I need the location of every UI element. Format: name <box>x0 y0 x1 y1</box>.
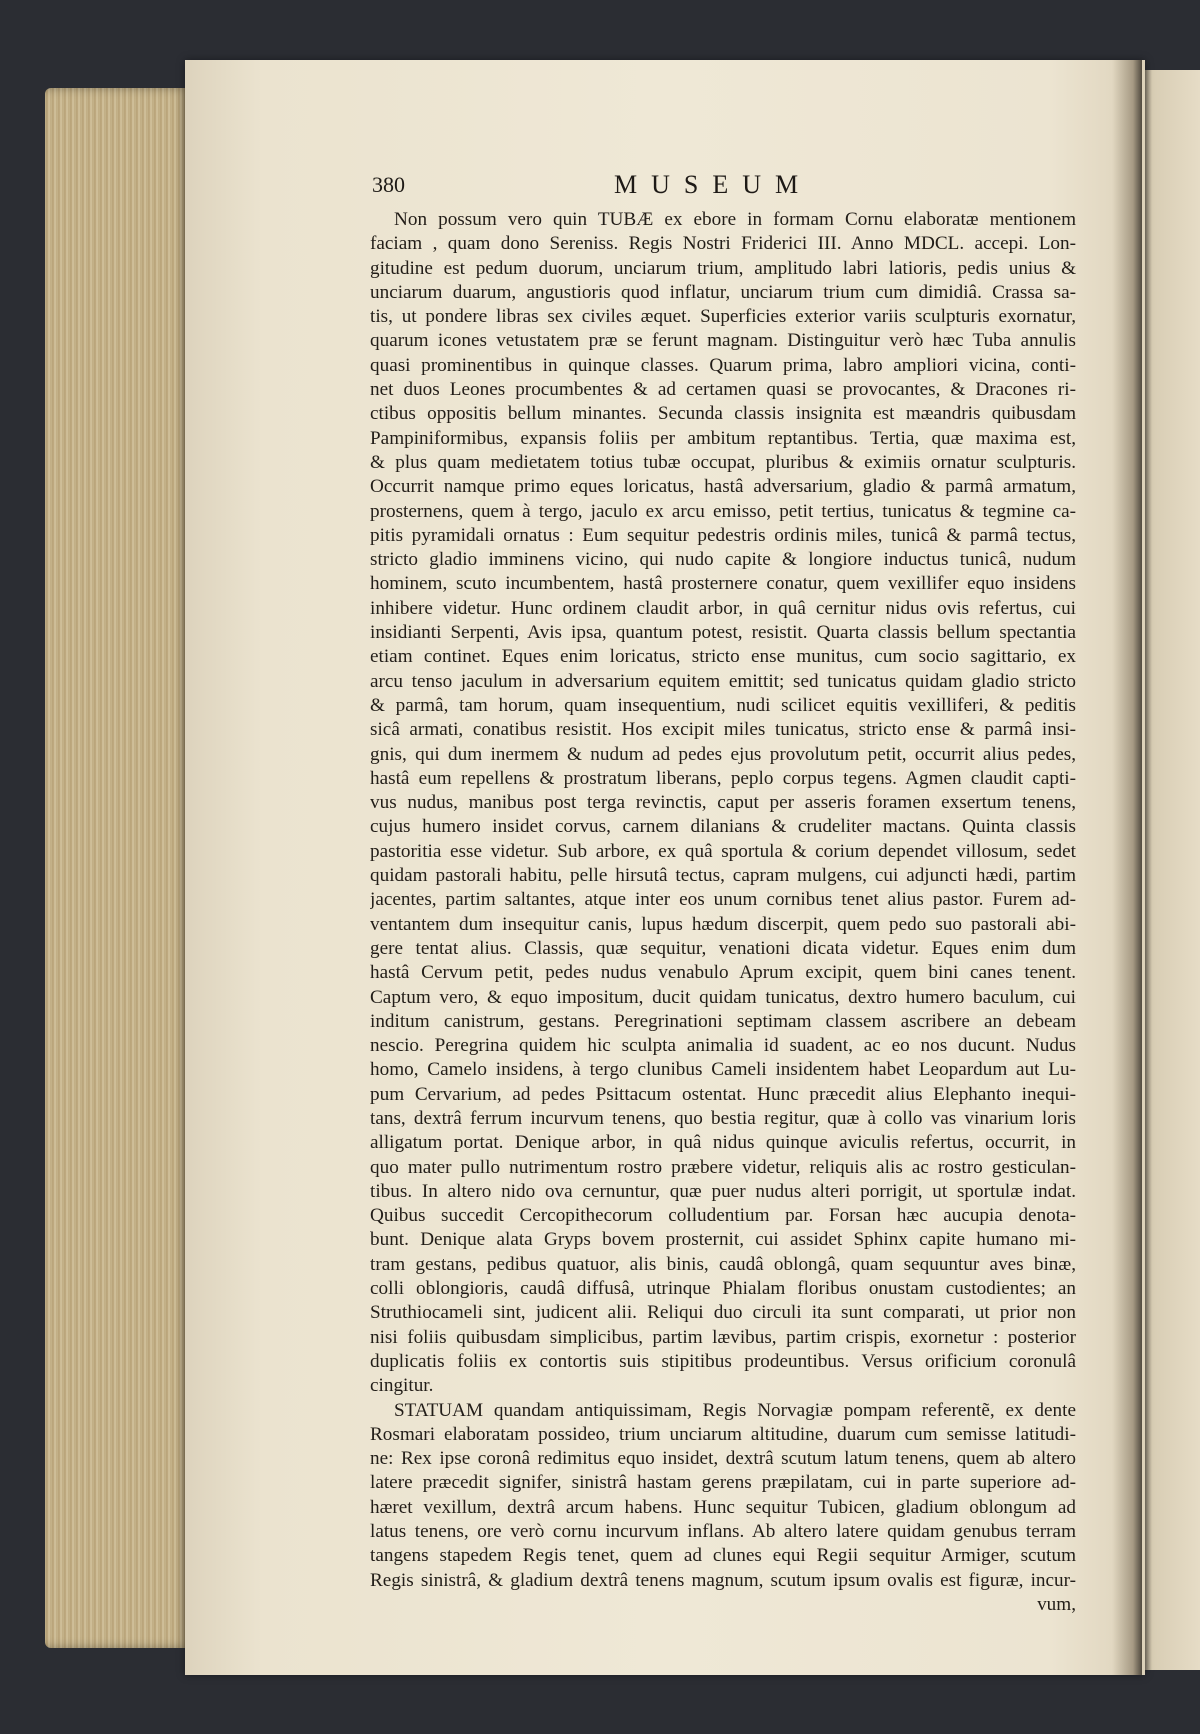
text-line: nisi foliis quibusdam simplicibus, partim lævibus, partim crispis, exornetur : posterior <box>370 1326 1076 1348</box>
text-line: quarum icones vetustatem præ se ferunt magnam. Distinguitur verò hæc Tuba annulis <box>370 330 1076 352</box>
text-line: inhibere videtur. Hunc ordinem claudit arbor, in quâ cernitur nidus ovis refertus, cui <box>370 597 1076 619</box>
text-line: quo mater pullo nutrimentum rostro præbere videtur, reliquis alis ac rostro gesticulan- <box>370 1156 1076 1178</box>
text-line: gere tentat alius. Classis, quæ sequitur, venationi dicata videtur. Eques enim dum <box>370 937 1076 959</box>
text-line: stricto gladio imminens vicino, qui nudo capite & longiore inductus tunicâ, nudum <box>370 549 1076 571</box>
text-line: Quibus succedit Cercopithecorum colludentium par. Forsan hæc aucupia denota- <box>370 1205 1076 1227</box>
page-header <box>372 170 1072 204</box>
text-line: nescio. Peregrina quidem hic sculpta animalia id suadent, ac eo nos ducunt. Nudus <box>370 1035 1076 1057</box>
text-line: Regis sinistrâ, & gladium dextrâ tenens magnum, scutum ipsum ovalis est figuræ, incur- <box>370 1569 1076 1591</box>
running-head: MUSEUM <box>614 170 813 199</box>
text-line: tangens stapedem Regis tenet, quem ad clunes equi Regii sequitur Armiger, scutum <box>370 1545 1076 1567</box>
body-text <box>370 208 1076 1617</box>
text-line: Rosmari elaboratam possideo, trium unciarum altitudine, duarum cum semisse latitudi- <box>370 1423 1076 1445</box>
page-edges <box>45 88 190 1648</box>
text-line: pastoritia esse videtur. Sub arbore, ex quâ sportula & corium dependet villosum, sedet <box>370 840 1076 862</box>
text-line: inditum canistrum, gestans. Peregrinationi septimam classem ascribere an debeam <box>370 1010 1076 1032</box>
text-line: & plus quam medietatem totius tubæ occupat, pluribus & eximiis ornatur sculpturis. <box>370 451 1076 473</box>
text-line: alligatum portat. Denique arbor, in quâ nidus quinque aviculis refertus, occurrit, in <box>370 1132 1076 1154</box>
page-number: 380 <box>372 172 405 197</box>
text-line: duplicatis foliis ex contortis suis stipitibus prodeuntibus. Versus orificium coronulâ <box>370 1350 1076 1372</box>
text-line: faciam , quam dono Sereniss. Regis Nostri Friderici III. Anno MDCL. accepi. Lon- <box>370 233 1076 255</box>
text-line: Pampiniformibus, expansis foliis per ambitum reptantibus. Tertia, quæ maxima est, <box>370 427 1076 449</box>
text-line: vus nudus, manibus post terga revinctis, caput per asseris foramen exsertum tenens, <box>370 792 1076 814</box>
text-line: prosternens, quem à tergo, jaculo ex arcu emisso, petit tertius, tunicatus & tegmine ca- <box>370 500 1076 522</box>
text-line: tans, dextrâ ferrum incurvum tenens, quo bestia regitur, quæ à collo vas vinarium loris <box>370 1107 1076 1129</box>
text-line: homo, Camelo insidens, à tergo clunibus Cameli insidentem habet Leopardum aut Lu- <box>370 1059 1076 1081</box>
text-line: tis, ut pondere libras sex civiles æquet. Superficies exterior variis sculpturis exornatur, <box>370 306 1076 328</box>
text-line: cujus humero insidet corvus, carnem dilanians & crudeliter mactans. Quinta classis <box>370 816 1076 838</box>
text-line: STATUAM quandam antiquissimam, Regis Norvagiæ pompam referentẽ, ex dente <box>394 1399 1076 1421</box>
text-line: Occurrit namque primo eques loricatus, hastâ adversarium, gladio & parmâ armatum, <box>370 476 1076 498</box>
text-line: Struthiocameli sint, judicent alii. Reliqui duo circuli ita sunt comparati, ut prior non <box>370 1302 1076 1324</box>
text-line: vum, <box>1037 1593 1076 1615</box>
text-line: & parmâ, tam horum, quam insequentium, nudi scilicet equitis vexilliferi, & peditis <box>370 694 1076 716</box>
text-line: quidam pastorali habitu, pelle hirsutâ tectus, capram mulgens, cui adjuncti hædi, partim <box>370 865 1076 887</box>
text-line: tibus. In altero nido ova cernuntur, quæ puer nudus alteri porrigit, ut sportulæ indat. <box>370 1180 1076 1202</box>
text-line: sicâ armati, conatibus resistit. Hos excipit miles tunicatus, stricto ense & parmâ insi- <box>370 719 1076 741</box>
text-line: ctibus oppositis bellum minantes. Secunda classis insignita est mæandris quibusdam <box>370 403 1076 425</box>
text-line: hæret vexillum, dextrâ arcum habens. Hunc sequitur Tubicen, gladium oblongum ad <box>370 1496 1076 1518</box>
text-line: etiam continet. Eques enim loricatus, stricto ense munitus, cum socio sagittario, ex <box>370 646 1076 668</box>
text-line: net duos Leones procumbentes & ad certamen quasi se provocantes, & Dracones ri- <box>370 379 1076 401</box>
text-line: insidianti Serpenti, Avis ipsa, quantum potest, resistit. Quarta classis bellum spectantia <box>370 622 1076 644</box>
text-line: Captum vero, & equo impositum, ducit quidam tunicatus, dextro humero baculum, cui <box>370 986 1076 1008</box>
facing-page-edge <box>1140 70 1200 1670</box>
text-line: jacentes, partim saltantes, atque inter eos unum cornibus tenet alius pastor. Furem ad- <box>370 889 1076 911</box>
text-line: latus tenens, ore verò cornu incurvum inflans. Ab altero latere quidam genubus terram <box>370 1521 1076 1543</box>
text-line: hominem, scuto incumbentem, hastâ prosternere conatur, quem vexillifer equo insidens <box>370 573 1076 595</box>
text-line: quasi prominentibus in quinque classes. Quarum prima, labro ampliori vicina, conti- <box>370 354 1076 376</box>
text-line: colli oblongioris, caudâ diffusâ, utrinque Phialam floribus onustam custodientes; an <box>370 1278 1076 1300</box>
text-line: gnis, qui dum inermem & nudum ad pedes ejus provolutum petit, occurrit alius pedes, <box>370 743 1076 765</box>
gutter-shadow <box>1112 60 1142 1675</box>
text-line: arcu tenso jaculum in adversarium equitem emittit; sed tunicatus quidam gladio stricto <box>370 670 1076 692</box>
text-line: gitudine est pedum duorum, unciarum trium, amplitudo labri latioris, pedis unius & <box>370 257 1076 279</box>
text-line: hastâ eum repellens & prostratum liberans, peplo corpus tegens. Agmen claudit capti- <box>370 767 1076 789</box>
text-line: ventantem dum insequitur canis, lupus hædum discerpit, quem pedo suo pastorali abi- <box>370 913 1076 935</box>
text-line: Non possum vero quin TUBÆ ex ebore in formam Cornu elaboratæ mentionem <box>394 209 1076 230</box>
text-line: pum Cervarium, ad pedes Psittacum ostentat. Hunc præcedit alius Elephanto inequi- <box>370 1083 1076 1105</box>
text-line: latere præcedit signifer, sinistrâ hastam gerens præpilatam, cui in parte superiore ad- <box>370 1472 1076 1494</box>
text-line: pitis pyramidali ornatus : Eum sequitur pedestris ordinis miles, tunicâ & parmâ tectus, <box>370 524 1076 546</box>
text-line: bunt. Denique alata Gryps bovem prosternit, cui assidet Sphinx capite humano mi- <box>370 1229 1076 1251</box>
text-line: unciarum duarum, angustioris quod inflatur, unciarum trium cum dimidiâ. Crassa sa- <box>370 281 1076 303</box>
text-line: ne: Rex ipse coronâ redimitus equo insidet, dextrâ scutum latum tenens, quem ab altero <box>370 1448 1076 1470</box>
text-line: hastâ Cervum petit, pedes nudus venabulo Aprum excipit, quem bini canes tenent. <box>370 962 1076 984</box>
text-line: tram gestans, pedibus quatuor, alis binis, caudâ oblongâ, quam sequuntur aves binæ, <box>370 1253 1076 1275</box>
text-line: cingitur. <box>370 1375 434 1397</box>
